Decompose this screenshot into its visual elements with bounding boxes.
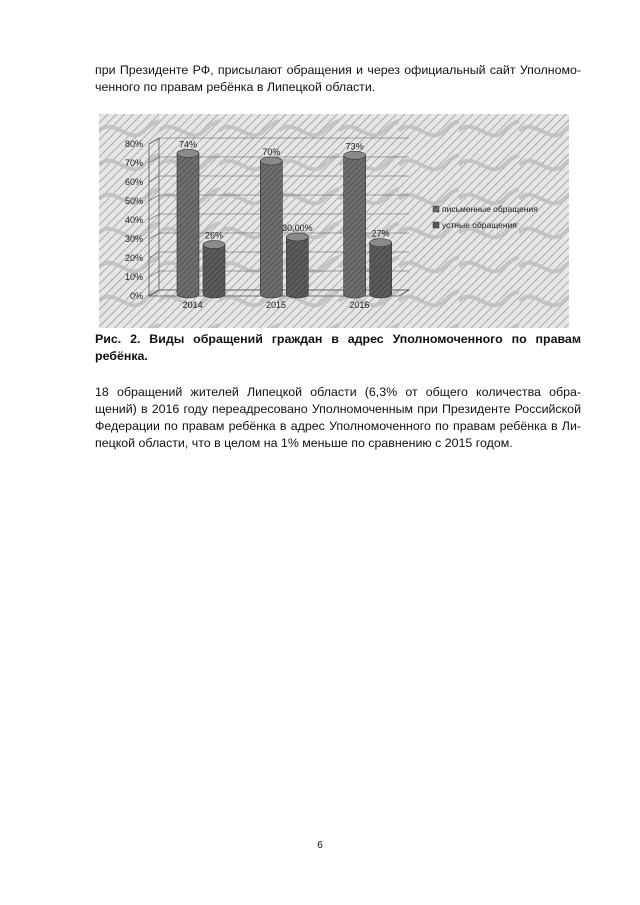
paragraph-line: ченного по правам ребёнка в Липецкой области. xyxy=(95,80,376,94)
y-tick-label: 50% xyxy=(124,196,143,206)
bar-body xyxy=(286,237,308,298)
data-label: 74% xyxy=(178,139,198,150)
bar-oral-2015 xyxy=(286,233,308,298)
x-tick-label: 2015 xyxy=(265,300,287,310)
legend-swatch xyxy=(433,222,439,228)
chart-figure xyxy=(99,114,569,328)
paragraph-line: Федерации по правам ребёнка в адрес Уполномоченного по правам ребёнка в Ли- xyxy=(95,419,581,433)
bar-cap xyxy=(286,233,308,241)
caption-line: ребёнка. xyxy=(95,349,148,363)
bar-cap xyxy=(203,241,225,249)
y-tick-label: 0% xyxy=(129,291,143,301)
bar-body xyxy=(344,155,366,298)
page-number: 6 xyxy=(317,840,323,851)
legend-label: письменные обращения xyxy=(442,204,538,214)
paragraph-line: 18 обращений жителей Липецкой области (6,3% от общего количества обра- xyxy=(95,385,581,399)
bar-body xyxy=(370,243,392,298)
figure-caption xyxy=(95,331,581,365)
y-tick-label: 40% xyxy=(124,215,143,225)
bar-cap xyxy=(260,157,282,165)
paragraph-redirect xyxy=(95,384,581,452)
bar-cap xyxy=(370,239,392,247)
legend-label: устные обращения xyxy=(442,220,517,230)
bar-chart xyxy=(99,114,569,328)
bar-body xyxy=(260,161,282,298)
paragraph-line: при Президенте РФ, присылают обращения и через официальный сайт Уполномо- xyxy=(95,63,581,77)
y-tick-label: 10% xyxy=(124,272,143,282)
x-tick-label: 2016 xyxy=(349,300,370,310)
bar-cap xyxy=(177,149,199,157)
data-label: 26% xyxy=(204,230,224,241)
y-tick-label: 60% xyxy=(124,177,143,187)
data-label: 27% xyxy=(371,228,390,239)
caption-line: Рис. 2. Виды обращений граждан в адрес Уполномоченного по правам xyxy=(95,332,581,346)
y-axis xyxy=(125,139,143,301)
paragraph-line: щений) в 2016 году переадресовано Уполномоченным при Президенте Российской xyxy=(95,402,581,416)
bar-cap xyxy=(344,151,366,159)
data-label: 30,00% xyxy=(282,223,313,233)
bar-body xyxy=(203,245,225,298)
bar-body xyxy=(177,153,199,298)
bar-written-2016 xyxy=(344,151,366,298)
bar-oral-2016 xyxy=(370,239,392,298)
y-tick-label: 80% xyxy=(124,139,143,149)
bar-oral-2014 xyxy=(203,241,225,298)
bar-written-2014 xyxy=(177,149,199,298)
y-tick-label: 20% xyxy=(124,253,143,263)
y-tick-label: 30% xyxy=(124,234,143,244)
paragraph-intro xyxy=(95,62,581,96)
bar-written-2015 xyxy=(260,157,282,298)
legend-swatch xyxy=(433,206,439,212)
y-tick-label: 70% xyxy=(124,158,143,168)
data-label: 70% xyxy=(262,147,281,157)
x-tick-label: 2014 xyxy=(182,300,203,310)
data-label: 73% xyxy=(345,141,364,152)
paragraph-line: пецкой области, что в целом на 1% меньше по сравнению с 2015 годом. xyxy=(95,436,513,450)
